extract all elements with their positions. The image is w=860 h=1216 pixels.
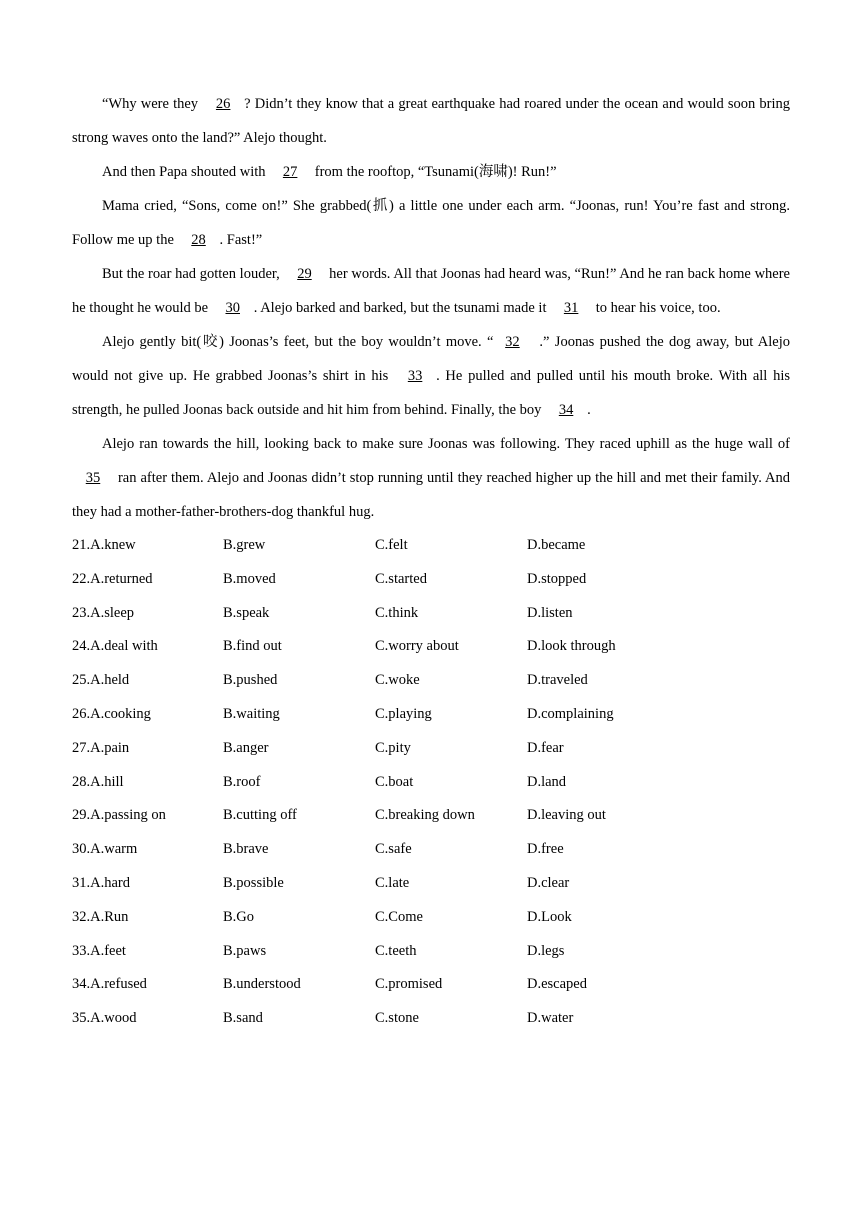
option-d: D.traveled	[527, 672, 588, 689]
option-d: D.fear	[527, 739, 564, 756]
option-d: D.leaving out	[527, 807, 606, 824]
option-a: 26.A.cooking	[72, 705, 151, 722]
option-row-22	[72, 563, 790, 597]
option-a: 23.A.sleep	[72, 604, 135, 621]
option-b: B.Go	[223, 908, 255, 925]
option-d: D.clear	[527, 874, 570, 891]
option-b: B.speak	[223, 604, 270, 621]
text: her words. All that Joonas had heard was, “Run!” And he ran back home where he thought he would be	[72, 266, 790, 316]
option-b: B.anger	[223, 739, 269, 756]
option-d: D.free	[527, 841, 564, 858]
option-row-23	[72, 597, 790, 631]
option-a: 35.A.wood	[72, 1010, 137, 1027]
text: .” Joonas pushed the dog away, but Alejo would not give up. He grabbed Joonas’s shirt in his	[72, 334, 790, 384]
option-c: C.think	[375, 604, 419, 621]
option-a: 24.A.deal with	[72, 638, 158, 655]
text: .	[587, 402, 591, 418]
option-c: C.Come	[375, 908, 423, 925]
blank-30: 30	[225, 300, 240, 316]
paragraph-4	[72, 257, 790, 325]
option-a: 33.A.feet	[72, 942, 126, 959]
blank-31: 31	[563, 300, 579, 316]
text: . Fast!”	[219, 232, 263, 248]
option-d: D.escaped	[527, 976, 587, 993]
option-c: C.promised	[375, 976, 443, 993]
option-c: C.teeth	[375, 942, 417, 959]
option-c: C.woke	[375, 672, 420, 689]
option-a: 34.A.refused	[72, 976, 147, 993]
option-row-30	[72, 833, 790, 867]
option-b: B.understood	[223, 976, 301, 993]
option-a: 21.A.knew	[72, 537, 136, 553]
text: from the rooftop, “Tsunami(海啸)! Run!”	[311, 164, 557, 180]
blank-34: 34	[558, 402, 574, 418]
option-a: 29.A.passing on	[72, 807, 166, 824]
option-row-32	[72, 901, 790, 935]
option-row-26	[72, 698, 790, 732]
option-row-31	[72, 867, 790, 901]
option-a: 32.A.Run	[72, 908, 129, 925]
blank-32: 32	[505, 334, 520, 350]
option-b: B.roof	[223, 773, 261, 790]
option-b: B.possible	[223, 874, 284, 891]
option-a: 28.A.hill	[72, 773, 124, 790]
option-b: B.find out	[223, 638, 282, 655]
text: ? Didn’t they know that a great earthquake had roared under the ocean and would soon bring strong waves onto the land?” Alejo thought.	[72, 96, 790, 146]
answer-options	[72, 529, 790, 1036]
option-d: D.complaining	[527, 705, 614, 722]
blank-29: 29	[297, 266, 312, 282]
text: Alejo ran towards the hill, looking back to make sure Joonas was following. They raced uphill as the huge wall of	[102, 436, 790, 452]
text: . Alejo barked and barked, but the tsunami made it	[253, 300, 551, 316]
option-c: C.felt	[375, 537, 408, 553]
paragraph-1	[72, 87, 790, 155]
option-row-34	[72, 968, 790, 1002]
option-b: B.waiting	[223, 705, 280, 722]
option-c: C.pity	[375, 739, 411, 756]
option-d: D.stopped	[527, 570, 587, 587]
option-row-27	[72, 732, 790, 766]
option-a: 27.A.pain	[72, 739, 130, 756]
text: And then Papa shouted with	[102, 164, 270, 180]
option-c: C.playing	[375, 705, 432, 722]
option-d: D.Look	[527, 908, 572, 925]
paragraph-6	[72, 427, 790, 529]
option-row-35	[72, 1002, 790, 1036]
text: . He pulled and pulled until his mouth broke. With all his strength, he pulled Joonas back outside and hit him from behind. Finally, the boy	[72, 368, 790, 418]
option-b: B.sand	[223, 1010, 263, 1027]
option-c: C.breaking down	[375, 807, 475, 824]
option-d: D.water	[527, 1010, 574, 1027]
text: Mama cried, “Sons, come on!” She grabbed(抓) a little one under each arm. “Joonas, run! You’re fast and strong. Follow me up the	[72, 198, 790, 248]
blank-27: 27	[282, 164, 298, 180]
option-b: B.grew	[223, 537, 266, 553]
option-b: B.paws	[223, 942, 267, 959]
option-d: D.listen	[527, 604, 573, 621]
option-c: C.worry about	[375, 638, 459, 655]
paragraph-3	[72, 189, 790, 257]
option-a: 30.A.warm	[72, 841, 138, 858]
paragraph-5	[72, 325, 790, 427]
blank-33: 33	[407, 368, 423, 384]
option-d: D.legs	[527, 942, 565, 959]
option-c: C.safe	[375, 841, 412, 858]
option-a: 31.A.hard	[72, 874, 130, 891]
blank-26: 26	[215, 96, 231, 112]
option-a: 25.A.held	[72, 672, 130, 689]
option-row-25	[72, 664, 790, 698]
option-d: D.look through	[527, 638, 616, 655]
option-c: C.late	[375, 874, 410, 891]
option-b: B.cutting off	[223, 807, 297, 824]
option-row-33	[72, 935, 790, 969]
paragraph-2	[72, 155, 790, 189]
option-c: C.stone	[375, 1010, 419, 1027]
option-b: B.moved	[223, 570, 276, 587]
blank-28: 28	[191, 232, 206, 248]
option-row-29	[72, 799, 790, 833]
text: “Why were they	[102, 96, 203, 112]
option-b: B.pushed	[223, 672, 278, 689]
option-c: C.boat	[375, 773, 414, 790]
option-c: C.started	[375, 570, 427, 587]
option-row-21	[72, 529, 790, 563]
option-d: D.became	[527, 537, 586, 553]
blank-35: 35	[85, 470, 101, 486]
option-d: D.land	[527, 773, 567, 790]
text: Alejo gently bit(咬) Joonas’s feet, but the boy wouldn’t move. “	[102, 334, 494, 350]
option-row-28	[72, 766, 790, 800]
text: to hear his voice, too.	[592, 300, 721, 316]
text: But the roar had gotten louder,	[102, 266, 284, 282]
text: ran after them. Alejo and Joonas didn’t stop running until they reached higher up the hill and met their family. And they had a mother-father-brothers-dog thankful hug.	[72, 470, 790, 520]
option-a: 22.A.returned	[72, 570, 153, 587]
option-b: B.brave	[223, 841, 269, 858]
document-page	[72, 87, 790, 1036]
option-row-24	[72, 630, 790, 664]
